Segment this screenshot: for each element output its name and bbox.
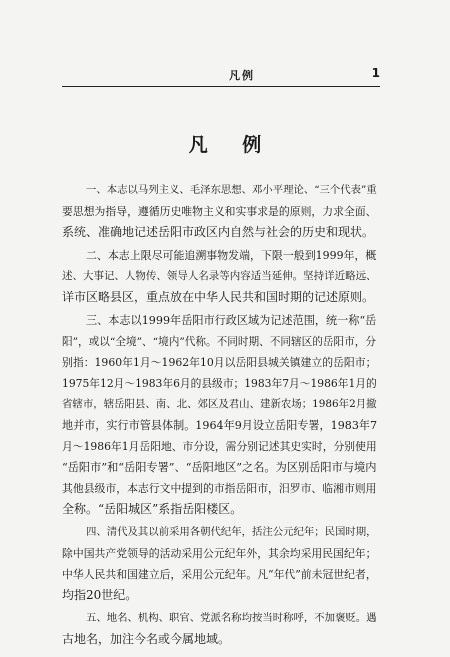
running-header xyxy=(62,67,380,83)
paragraph-2 xyxy=(62,245,380,308)
text-line: 三、本志以1999年岳阳市行政区域为记述范围，统一称“岳 xyxy=(86,314,377,327)
text-line: 其他县级市，本志行文中提到的市指岳阳市，汨罗市、临湘市则用 xyxy=(62,482,377,495)
header-rule xyxy=(62,86,380,87)
text-line: 别指：1960年1月～1962年10月以岳阳县城关镇建立的岳阳市； xyxy=(62,356,377,369)
paragraph-1 xyxy=(62,180,380,243)
running-title: 凡例 xyxy=(229,69,255,82)
text-line: 月～1986年1月岳阳地、市分设，需分别记述其史实时，分别使用 xyxy=(62,440,377,453)
text-line: 一、本志以马列主义、毛泽东思想、邓小平理论、“三个代表”重 xyxy=(86,184,377,196)
text-line: 1975年12月～1983年6月的县级市；1983年7月～1986年1月的 xyxy=(62,377,377,390)
text-line: 五、地名、机构、职官、党派名称均按当时称呼，不加褒贬。遇 xyxy=(86,612,377,624)
text-line: 二、本志上限尽可能追溯事物发端，下限一般到1999年，概 xyxy=(86,249,377,262)
text-line: 详市区略县区，重点放在中华人民共和国时期的记述原则。 xyxy=(62,290,375,304)
body-text xyxy=(62,180,380,652)
paragraph-4 xyxy=(62,522,380,606)
text-line: 除中国共产党领导的活动采用公元纪年外，其余均采用民国纪年； xyxy=(62,547,377,560)
text-line: 阳”，或以“全境”、“境内”代称。不同时期、不同辖区的岳阳市，分 xyxy=(62,335,377,348)
text-line: 要思想为指导，遵循历史唯物主义和实事求是的原则，力求全面、 xyxy=(62,205,377,218)
text-line: 全称。“岳阳城区”系指岳阳楼区。 xyxy=(62,502,243,516)
text-line: 地并市，实行市管县体制。1964年9月设立岳阳专署，1983年7 xyxy=(62,419,378,432)
text-line: 均指20世纪。 xyxy=(62,588,138,602)
text-line: 中华人民共和国建立后，采用公元纪年。凡“年代”前未冠世纪者， xyxy=(62,568,377,581)
text-line: “岳阳市”和“岳阳专署”、“岳阳地区”之名。为区别岳阳市与境内 xyxy=(62,461,377,474)
text-line: 四、清代及其以前采用各朝代纪年，括注公元纪年；民国时期， xyxy=(86,526,377,538)
page-number: 1 xyxy=(371,66,380,80)
text-line: 古地名，加注今名或今属地域。 xyxy=(62,632,231,646)
text-line: 述、大事记、人物传、领导人名录等内容适当延伸。坚持详近略远、 xyxy=(62,270,377,282)
text-line: 省辖市，辖岳阳县、南、北、郊区及君山、建新农场；1986年2月撤 xyxy=(62,398,377,410)
text-line: 系统、准确地记述岳阳市政区内自然与社会的历史和现状。 xyxy=(62,225,375,239)
page-title: 凡 例 xyxy=(188,134,276,156)
paragraph-3 xyxy=(62,310,380,520)
paragraph-5 xyxy=(62,608,380,650)
